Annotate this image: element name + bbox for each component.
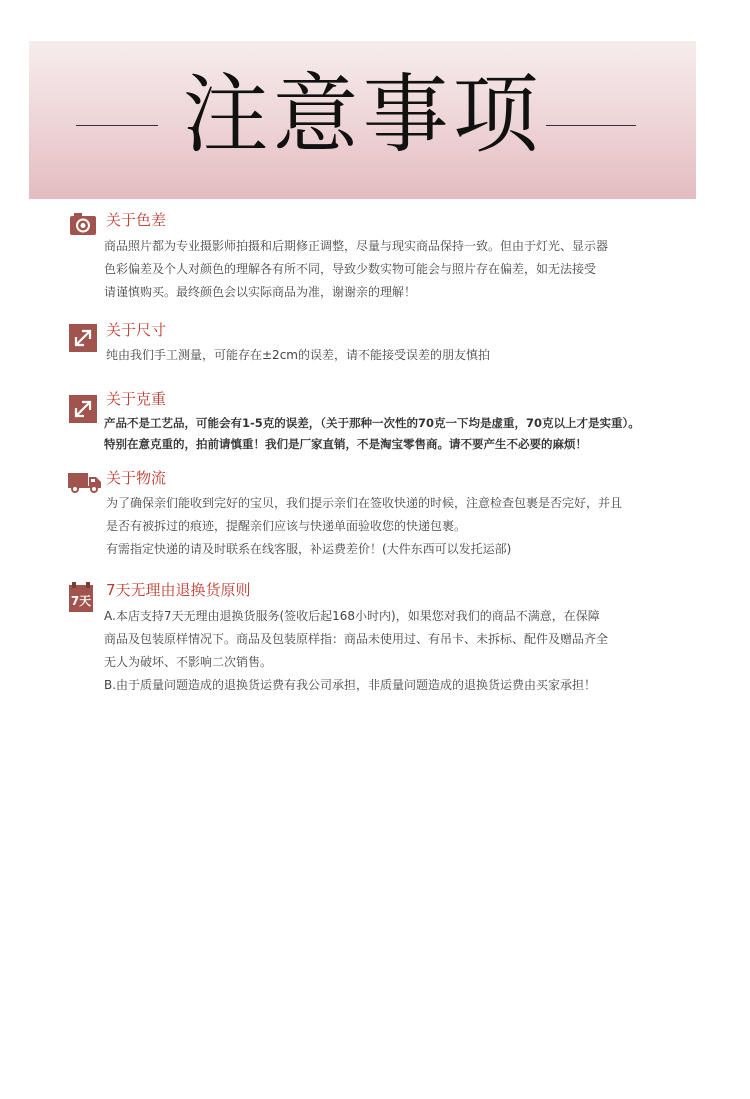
resize-arrow-icon — [68, 324, 98, 352]
resize-arrow-icon — [68, 395, 98, 423]
section-line: 商品及包装原样情况下。商品及包装原样指：商品未使用过、有吊卡、未拆标、配件及赠品齐全 — [104, 632, 609, 646]
section-title: 7天无理由退换货原则 — [106, 581, 251, 599]
seven-day-icon-label: 7天 — [70, 594, 92, 608]
section-line: 有需指定快递的请及时联系在线客服，补运费差价！(大件东西可以发托运部) — [106, 542, 512, 556]
section-line: 无人为破坏、不影响二次销售。 — [104, 655, 273, 669]
title-right-rule — [546, 125, 636, 126]
section-size — [68, 320, 688, 370]
section-line: 是否有被拆过的痕迹，提醒亲们应该与快递单面验收您的快递包裹。 — [106, 519, 467, 533]
truck-icon — [68, 468, 102, 496]
section-title: 关于物流 — [106, 469, 167, 487]
seven-day-icon — [68, 582, 94, 612]
section-line: 色彩偏差及个人对颜色的理解各有所不同，导致少数实物可能会与照片存在偏差，如无法接受 — [104, 262, 597, 276]
section-logistics — [68, 468, 688, 563]
section-title: 关于克重 — [106, 390, 167, 408]
section-color-difference — [68, 210, 688, 300]
camera-icon — [68, 210, 98, 238]
section-line: 纯由我们手工测量，可能存在±2cm的误差，请不能接受误差的朋友慎拍 — [106, 348, 490, 362]
section-return-policy — [68, 580, 688, 695]
section-line: 为了确保亲们能收到完好的宝贝，我们提示亲们在签收快递的时候，注意检查包裹是否完好，并且 — [106, 496, 623, 510]
section-line: 产品不是工艺品，可能会有1-5克的误差，（关于那种一次性的70克一下均是虚重，70克以上才是实重）。 — [104, 416, 640, 430]
section-line: 特别在意克重的，拍前请慎重！我们是厂家直销，不是淘宝零售商。请不要产生不必要的麻烦！ — [104, 437, 587, 451]
section-line: 请谨慎购买。最终颜色会以实际商品为准，谢谢亲的理解！ — [104, 285, 417, 299]
section-line: B.由于质量问题造成的退换货运费有我公司承担，非质量问题造成的退换货运费由买家承担！ — [104, 678, 597, 692]
section-line: A.本店支持7天无理由退换货服务(签收后起168小时内)，如果您对我们的商品不满意，在保障 — [104, 609, 600, 623]
section-weight — [68, 389, 688, 459]
section-line: 商品照片都为专业摄影师拍摄和后期修正调整，尽量与现实商品保持一致。但由于灯光、显示器 — [104, 239, 609, 253]
header-banner — [29, 41, 696, 199]
section-title: 关于色差 — [106, 211, 167, 229]
page-title: 注意事项 — [182, 65, 543, 165]
section-title: 关于尺寸 — [106, 321, 167, 339]
